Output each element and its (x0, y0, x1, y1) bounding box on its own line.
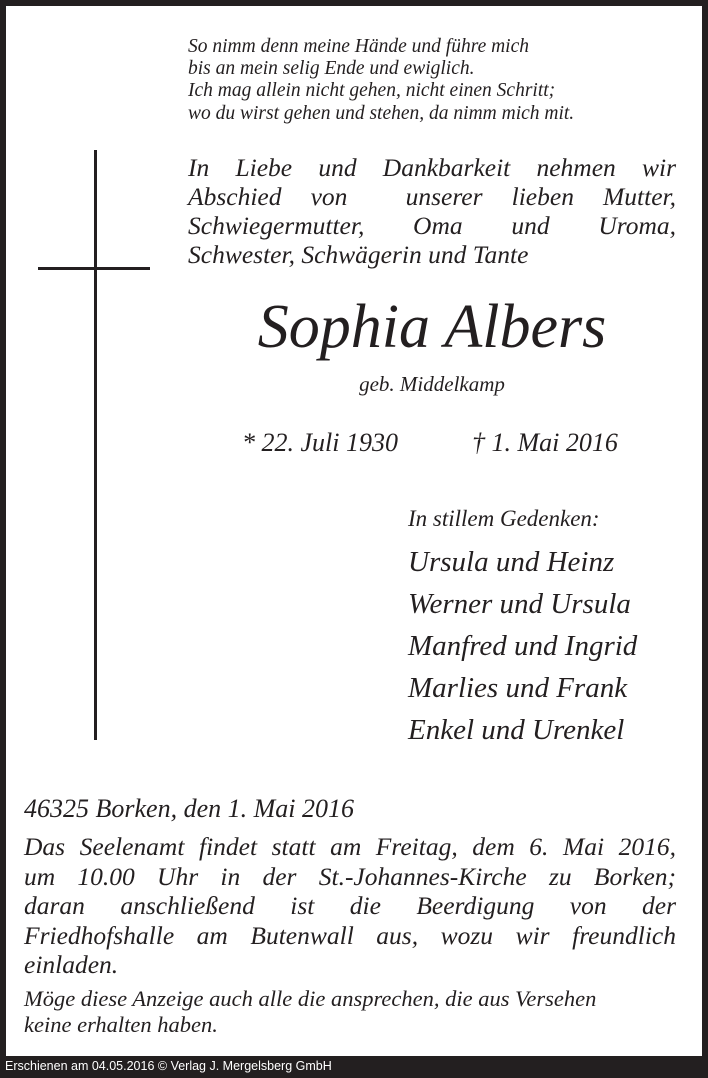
service-line: Das Seelenamt findet statt am Freitag, dem 6. Mai 2016, (24, 832, 676, 861)
intro-line: Schwester, Schwägerin und Tante (188, 240, 529, 269)
cross-icon-horizontal (38, 267, 150, 270)
note-line: keine erhalten haben. (24, 1012, 218, 1037)
service-line: daran anschließend ist die Beerdigung von der (24, 891, 676, 920)
note-line: Möge diese Anzeige auch alle die ansprechen, die aus Versehen (24, 986, 597, 1011)
gedenken-heading: In stillem Gedenken: (408, 506, 600, 531)
death-date: † 1. Mai 2016 (472, 428, 618, 457)
obituary-card (6, 6, 702, 1056)
service-line: Friedhofshalle am Butenwall aus, wozu wir freundlich (24, 920, 676, 950)
publication-footer: Erschienen am 04.05.2016 © Verlag J. Mergelsberg GmbH (5, 1059, 332, 1073)
poem-line: So nimm denn meine Hände und führe mich (188, 36, 530, 57)
poem-line: wo du wirst gehen und stehen, da nimm mich mit. (188, 102, 575, 124)
poem (188, 36, 574, 125)
maiden-name: geb. Middelkamp (359, 372, 505, 396)
intro-line: In Liebe und Dankbarkeit nehmen wir (188, 153, 676, 182)
service-line: um 10.00 Uhr in der St.-Johannes-Kirche zu Borken; (24, 861, 676, 891)
service-info (24, 832, 676, 980)
mourner: Werner und Ursula (408, 588, 631, 620)
poem-line: bis an mein selig Ende und ewiglich. (188, 58, 475, 80)
service-line: einladen. (24, 950, 119, 979)
deceased-name: Sophia Albers (257, 293, 607, 361)
mourner: Enkel und Urenkel (408, 714, 625, 746)
mourner: Ursula und Heinz (408, 546, 615, 578)
mourner: Marlies und Frank (408, 672, 628, 704)
mourners-list (408, 541, 637, 751)
mourner: Manfred und Ingrid (408, 630, 638, 662)
intro-text (188, 153, 676, 269)
intro-line: Abschied von unserer lieben Mutter, (188, 182, 676, 211)
cross-icon-vertical (94, 150, 97, 740)
note (24, 986, 676, 1038)
place-date: 46325 Borken, den 1. Mai 2016 (24, 794, 355, 823)
intro-line: Schwiegermutter, Oma und Uroma, (188, 211, 676, 240)
poem-line: Ich mag allein nicht gehen, nicht einen Schritt; (188, 80, 556, 102)
birth-date: * 22. Juli 1930 (242, 428, 398, 457)
